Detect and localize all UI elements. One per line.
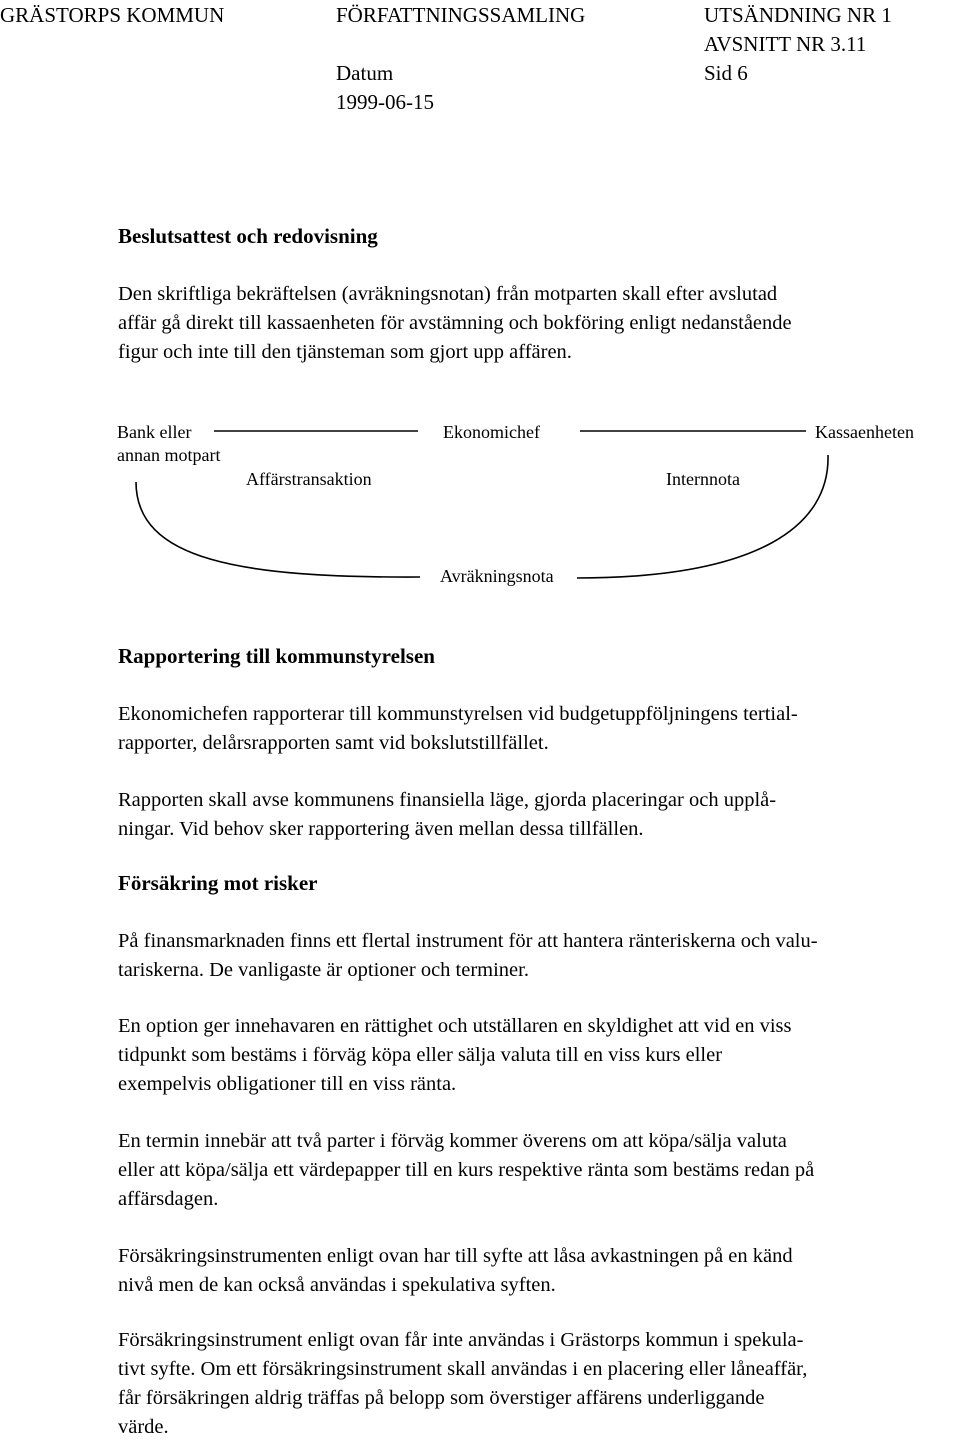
text-line: Ekonomichefen rapporterar till kommunstyrelsen vid budgetuppföljningens tertial- (118, 703, 798, 725)
text-line: tivt syfte. Om ett försäkringsinstrument skall användas i en placering eller låneaffär, (118, 1358, 808, 1380)
text-line: tidpunkt som bestäms i förväg köpa eller sälja valuta till en viss kurs eller (118, 1044, 723, 1066)
text-line: rapporter, delårsrapporten samt vid bokslutstillfället. (118, 732, 549, 754)
settlement-arc-left (136, 482, 420, 577)
insurance-paragraph-4 (118, 1242, 960, 1300)
section-number: AVSNITT NR 3.11 (704, 32, 867, 56)
text-line: Rapporten skall avse kommunens finansiella läge, gjorda placeringar och upplå- (118, 789, 777, 811)
page-number: Sid 6 (704, 61, 748, 85)
date-value: 1999-06-15 (336, 90, 434, 114)
collection-name: FÖRFATTNINGSSAMLING (336, 3, 586, 27)
text-line: Försäkringsinstrument enligt ovan får inte användas i Grästorps kommun i spekula- (118, 1329, 804, 1351)
node-bank-line2: annan motpart (117, 445, 221, 465)
settlement-flow-diagram (0, 0, 960, 620)
insurance-paragraph-1 (118, 927, 960, 985)
text-line: På finansmarknaden finns ett flertal instrument för att hantera ränteriskerna och valu- (118, 930, 818, 952)
text-line: En termin innebär att två parter i förväg kommer överens om att köpa/sälja valuta (118, 1130, 787, 1152)
text-line: Den skriftliga bekräftelsen (avräkningsnotan) från motparten skall efter avslutad (118, 283, 778, 305)
text-line: värde. (118, 1416, 169, 1438)
attest-heading: Beslutsattest och redovisning (118, 224, 378, 248)
text-line: nivå men de kan också användas i spekulativa syften. (118, 1274, 556, 1296)
node-bank: Bank eller (117, 422, 192, 442)
text-line: Försäkringsinstrumenten enligt ovan har till syfte att låsa avkastningen på en känd (118, 1245, 793, 1267)
reporting-heading: Rapportering till kommunstyrelsen (118, 644, 435, 668)
text-line: tariskerna. De vanligaste är optioner och terminer. (118, 959, 529, 981)
text-line: En option ger innehavaren en rättighet och utställaren en skyldighet att vid en viss (118, 1015, 792, 1037)
date-label: Datum (336, 61, 394, 85)
edge-label-transaction: Affärstransaktion (246, 469, 372, 489)
insurance-paragraph-5 (118, 1326, 960, 1442)
edge-label-settlement: Avräkningsnota (440, 566, 554, 586)
text-line: exempelvis obligationer till en viss ränta. (118, 1073, 457, 1095)
node-cash-unit: Kassaenheten (815, 422, 914, 442)
text-line: eller att köpa/sälja ett värdepapper till en kurs respektive ränta som bestäms redan på (118, 1159, 815, 1181)
text-line: affärsdagen. (118, 1188, 219, 1210)
issue-number: UTSÄNDNING NR 1 (704, 3, 892, 27)
insurance-heading: Försäkring mot risker (118, 871, 318, 895)
insurance-paragraph-3 (118, 1127, 960, 1214)
text-line: får försäkringen aldrig träffas på belopp som överstiger affärens underliggande (118, 1387, 765, 1409)
reporting-paragraph-2 (118, 786, 960, 844)
insurance-paragraph-2 (118, 1012, 960, 1099)
reporting-paragraph-1 (118, 700, 960, 758)
node-economist: Ekonomichef (443, 422, 540, 442)
text-line: affär gå direkt till kassaenheten för avstämning och bokföring enligt nedanstående (118, 312, 792, 334)
text-line: ningar. Vid behov sker rapportering även mellan dessa tillfällen. (118, 818, 644, 840)
edge-label-internal: Internnota (666, 469, 740, 489)
text-line: figur och inte till den tjänsteman som gjort upp affären. (118, 341, 572, 363)
municipality-name: GRÄSTORPS KOMMUN (0, 3, 225, 27)
